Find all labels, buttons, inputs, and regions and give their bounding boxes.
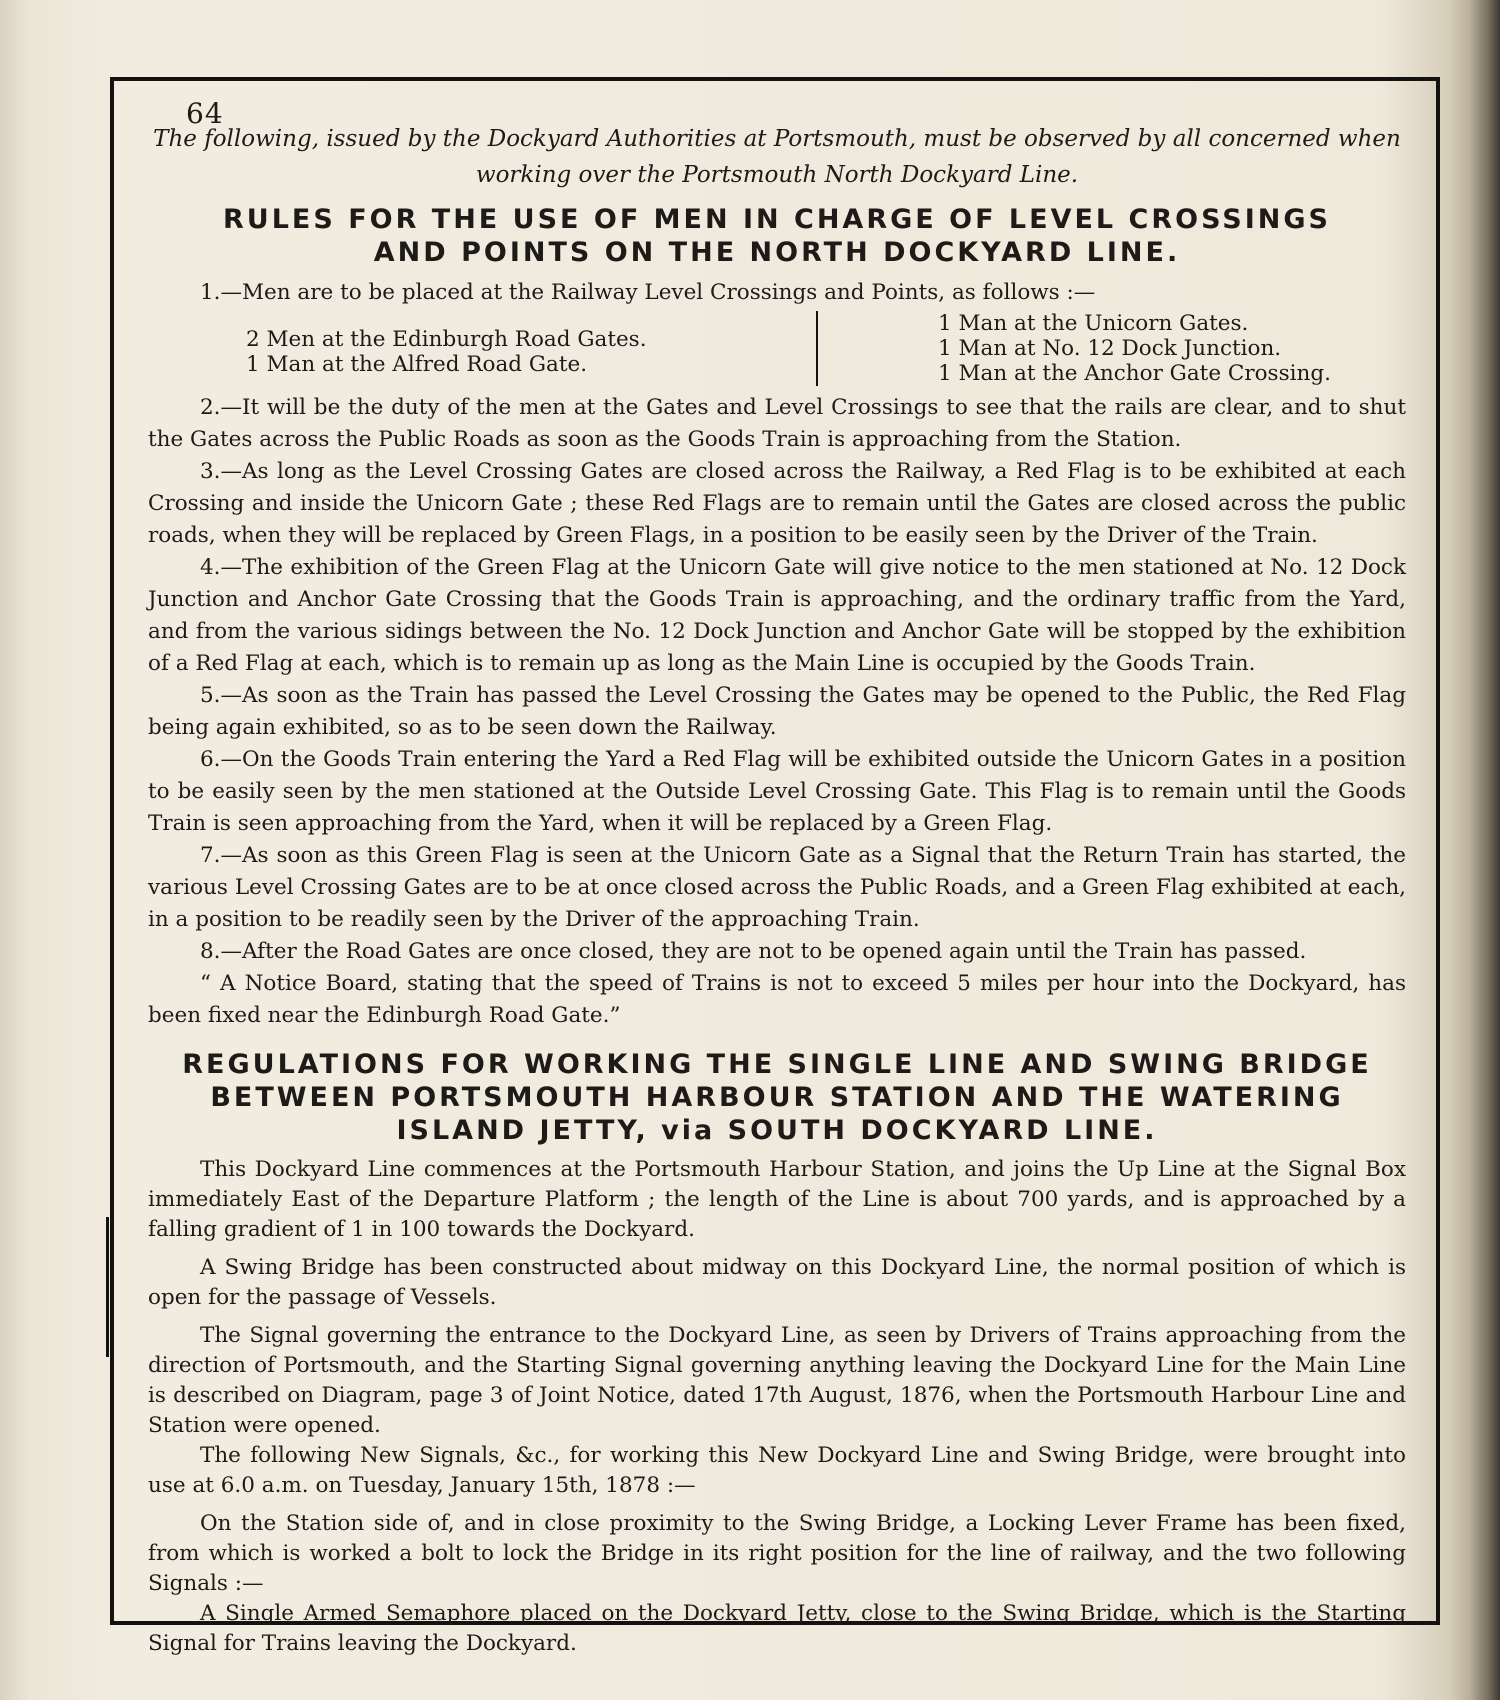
regulation-para-6: A Single Armed Semaphore placed on the Dockyard Jetty, close to the Swing Bridge, which is the Starting Signal for Trains leaving the Dockyard.: [148, 1601, 1406, 1656]
margin-rule-mark: [106, 1217, 109, 1357]
intro-notice: The following, issued by the Dockyard Authorities at Portsmouth, must be observed by all concerned when working over the Portsmouth North Dockyard Line.: [153, 126, 1401, 188]
rule-4: 4.—The exhibition of the Green Flag at the Unicorn Gate will give notice to the men stationed at No. 12 Dock Junction and Anchor Gate Crossing that the Goods Train is approaching, and the ordinary traffic from the Yard, and from the various sidings between the No. 12 Dock Junction and Anchor Gate will be stopped by the exhibition of a Red Flag at each, which is to remain up as long as the Main Line is occupied by the Goods Train.: [148, 555, 1406, 676]
rule-3: 3.—As long as the Level Crossing Gates are closed across the Railway, a Red Flag is to be exhibited at each Crossing and inside the Unicorn Gate ; these Red Flags are to remain until the Gates are closed across the public roads, when they will be replaced by Green Flags, in a position to be easily seen by the Driver of the Train.: [148, 459, 1406, 548]
rule-5: 5.—As soon as the Train has passed the Level Crossing the Gates may be opened to the Public, the Red Flag being again exhibited, so as to be seen down the Railway.: [148, 683, 1406, 740]
regulation-para-2: A Swing Bridge has been constructed about midway on this Dockyard Line, the normal position of which is open for the passage of Vessels.: [148, 1255, 1406, 1310]
regulation-para-1: This Dockyard Line commences at the Portsmouth Harbour Station, and joins the Up Line at the Signal Box immediately East of the Departure Platform ; the length of the Line is about 700 yards, and is approached by a falling gradient of 1 in 100 towards the Dockyard.: [148, 1157, 1406, 1242]
notice-board-quote: “ A Notice Board, stating that the speed of Trains is not to exceed 5 miles per hour into the Dockyard, has been fixed near the Edinburgh Road Gate.”: [148, 971, 1406, 1028]
post-item: 1 Man at No. 12 Dock Junction.: [938, 336, 1282, 361]
posts-list-left: [148, 311, 818, 386]
post-item: 1 Man at the Unicorn Gates.: [938, 311, 1249, 336]
posts-list: [148, 311, 1406, 386]
page-border-frame: [110, 77, 1440, 1656]
page-number: 64: [186, 97, 224, 130]
section1-heading: [148, 203, 1406, 269]
regulation-para-5: On the Station side of, and in close proximity to the Swing Bridge, a Locking Lever Frame has been fixed, from which is worked a bolt to lock the Bridge in its right position for the line of railway, and the two following Signals :—: [148, 1511, 1406, 1596]
section1-heading-line2: AND POINTS ON THE NORTH DOCKYARD LINE.: [373, 237, 1181, 268]
rule-7: 7.—As soon as this Green Flag is seen at the Unicorn Gate as a Signal that the Return Train has started, the various Level Crossing Gates are to be at once closed across the Public Roads, and a Green Flag exhibited at each, in a position to be readily seen by the Driver of the approaching Train.: [148, 843, 1406, 932]
post-item: 1 Man at the Anchor Gate Crossing.: [938, 361, 1331, 386]
section1-heading-line1: RULES FOR THE USE OF MEN IN CHARGE OF LEVEL CROSSINGS: [223, 204, 1331, 235]
regulation-para-4: The following New Signals, &c., for working this New Dockyard Line and Swing Bridge, were brought into use at 6.0 a.m. on Tuesday, January 15th, 1878 :—: [148, 1443, 1406, 1498]
rule-6: 6.—On the Goods Train entering the Yard a Red Flag will be exhibited outside the Unicorn Gates in a position to be easily seen by the men stationed at the Outside Level Crossing Gate. This Flag is to remain until the Goods Train is seen approaching from the Yard, when it will be replaced by a Green Flag.: [148, 747, 1406, 836]
rule-2: 2.—It will be the duty of the men at the Gates and Level Crossings to see that the rails are clear, and to shut the Gates across the Public Roads as soon as the Goods Train is approaching from the Station.: [148, 395, 1406, 452]
post-item: 1 Man at the Alfred Road Gate.: [246, 352, 588, 377]
rule-8: 8.—After the Road Gates are once closed, they are not to be opened again until the Train has passed.: [200, 939, 1307, 964]
page-binding-shadow: [1470, 0, 1500, 1700]
regulation-para-3: The Signal governing the entrance to the Dockyard Line, as seen by Drivers of Trains approaching from the direction of Portsmouth, and the Starting Signal governing anything leaving the Dockyard Line for the Main Line is described on Diagram, page 3 of Joint Notice, dated 17th August, 1876, when the Portsmouth Harbour Line and Station were opened.: [148, 1323, 1406, 1438]
section2-heading: [148, 1048, 1406, 1147]
section2-heading-line1: REGULATIONS FOR WORKING THE SINGLE LINE AND SWING BRIDGE: [182, 1049, 1372, 1080]
posts-list-right: [818, 311, 1331, 386]
post-item: 2 Men at the Edinburgh Road Gates.: [246, 327, 647, 352]
rule-1: 1.—Men are to be placed at the Railway Level Crossings and Points, as follows :—: [200, 280, 1096, 305]
section2-heading-line3: ISLAND JETTY, via SOUTH DOCKYARD LINE.: [396, 1115, 1158, 1146]
section2-heading-line2: BETWEEN PORTSMOUTH HARBOUR STATION AND THE WATERING: [210, 1082, 1344, 1113]
